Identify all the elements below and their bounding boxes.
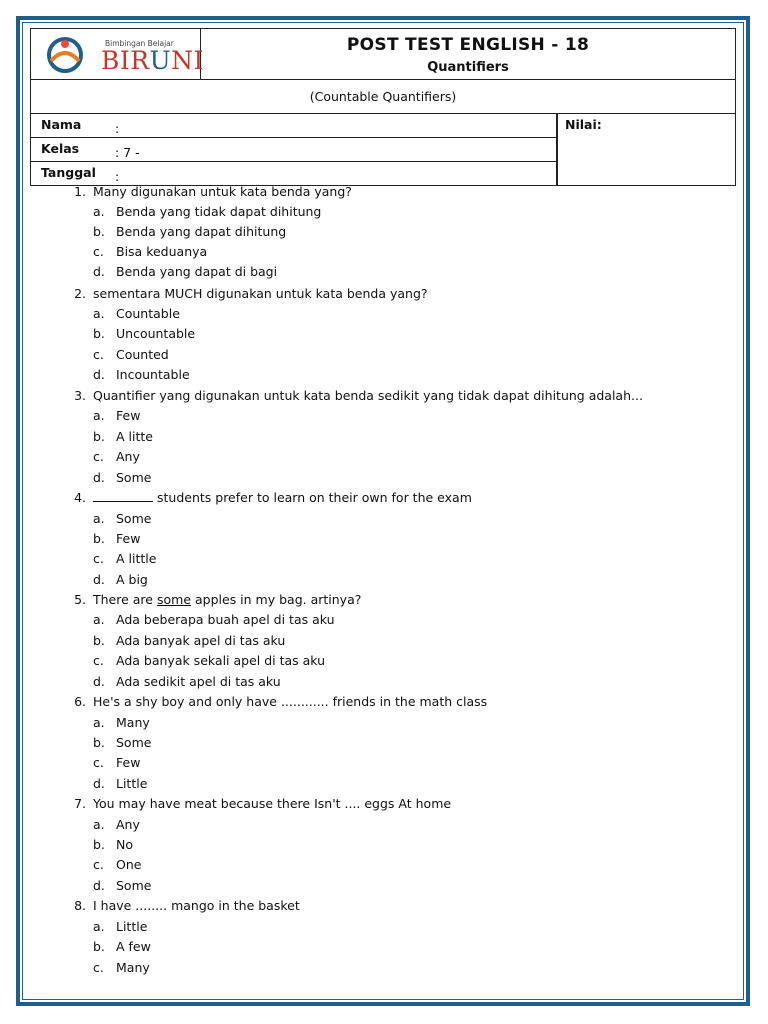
question-text: sementara MUCH digunakan untuk kata benda yang? <box>93 286 428 301</box>
page-title: POST TEST ENGLISH - 18 <box>346 35 590 55</box>
option-text: Few <box>116 531 141 546</box>
option-text: Benda yang dapat dihitung <box>116 224 287 239</box>
logo-brand: BIRUNI <box>101 46 204 75</box>
question-number: 7. <box>74 796 86 811</box>
option-text: Ada banyak sekali apel di tas aku <box>116 653 326 668</box>
option-text: A few <box>116 939 151 954</box>
option-text: One <box>116 857 142 872</box>
option-text: Bisa keduanya <box>116 244 208 259</box>
option-letter: a. <box>93 408 105 423</box>
question-number: 1. <box>74 184 86 199</box>
nilai-label: Nilai: <box>565 117 602 132</box>
option-letter: a. <box>93 715 105 730</box>
logo-tagline: Bimbingan Belajar <box>105 39 174 48</box>
nama-label: Nama <box>41 117 82 132</box>
option-text: Incountable <box>116 367 190 382</box>
nama-field[interactable]: : <box>115 121 120 136</box>
option-letter: b. <box>93 633 105 648</box>
option-text: Some <box>116 470 152 485</box>
option-letter: a. <box>93 511 105 526</box>
option-letter: b. <box>93 735 105 750</box>
option-letter: b. <box>93 224 105 239</box>
option-text: Benda yang tidak dapat dihitung <box>116 204 322 219</box>
question-text: You may have meat because there Isn't .... eggs At home <box>93 796 452 811</box>
section-heading: (Countable Quantifiers) <box>30 80 736 114</box>
option-text: Ada sedikit apel di tas aku <box>116 674 281 689</box>
question-number: 6. <box>74 694 86 709</box>
option-text: Little <box>116 776 148 791</box>
option-letter: a. <box>93 612 105 627</box>
biruni-logo-icon <box>45 35 85 75</box>
option-text: Few <box>116 755 141 770</box>
option-text: A litte <box>116 429 153 444</box>
option-letter: b. <box>93 429 105 444</box>
option-text: Many <box>116 960 150 975</box>
option-letter: d. <box>93 470 105 485</box>
question-text: I have ........ mango in the basket <box>93 898 300 913</box>
option-text: Many <box>116 715 150 730</box>
kelas-field[interactable]: : 7 - <box>115 145 140 160</box>
kelas-label: Kelas <box>41 141 80 156</box>
option-text: Ada banyak apel di tas aku <box>116 633 286 648</box>
option-letter: d. <box>93 264 105 279</box>
option-letter: a. <box>93 919 105 934</box>
nilai-box <box>557 114 736 186</box>
option-letter: c. <box>93 857 104 872</box>
logo <box>31 29 204 79</box>
option-letter: c. <box>93 347 104 362</box>
option-letter: b. <box>93 939 105 954</box>
tanggal-label: Tanggal <box>41 165 96 180</box>
question-number: 4. <box>74 490 86 505</box>
option-letter: a. <box>93 204 105 219</box>
question-number: 5. <box>74 592 86 607</box>
option-letter: a. <box>93 306 105 321</box>
question-text: Many digunakan untuk kata benda yang? <box>93 184 352 199</box>
option-text: Some <box>116 735 152 750</box>
question-text: There are some apples in my bag. artinya? <box>93 592 362 607</box>
option-letter: a. <box>93 817 105 832</box>
nama-row <box>30 114 557 138</box>
option-text: Few <box>116 408 141 423</box>
option-letter: c. <box>93 960 104 975</box>
option-text: A little <box>116 551 157 566</box>
option-letter: b. <box>93 531 105 546</box>
tanggal-row <box>30 162 557 186</box>
option-text: No <box>116 837 133 852</box>
option-letter: d. <box>93 572 105 587</box>
option-text: Ada beberapa buah apel di tas aku <box>116 612 335 627</box>
option-text: A big <box>116 572 148 587</box>
option-letter: c. <box>93 551 104 566</box>
header-box <box>30 28 736 80</box>
option-letter: b. <box>93 837 105 852</box>
option-letter: d. <box>93 776 105 791</box>
kelas-row <box>30 138 557 162</box>
question-text: Quantifier yang digunakan untuk kata benda sedikit yang tidak dapat dihitung adalah... <box>93 388 643 403</box>
option-text: Countable <box>116 306 180 321</box>
option-letter: d. <box>93 367 105 382</box>
option-text: Benda yang dapat di bagi <box>116 264 278 279</box>
option-letter: c. <box>93 653 104 668</box>
question-text: students prefer to learn on their own for the exam <box>93 490 472 506</box>
option-letter: b. <box>93 326 105 341</box>
option-letter: d. <box>93 878 105 893</box>
question-number: 2. <box>74 286 86 301</box>
tanggal-field[interactable]: : <box>115 169 120 184</box>
page-subtitle: Quantifiers <box>427 60 509 75</box>
question-number: 8. <box>74 898 86 913</box>
underlined-word: some <box>156 592 192 607</box>
option-text: Little <box>116 919 148 934</box>
option-letter: c. <box>93 449 104 464</box>
question-text: He's a shy boy and only have ............ friends in the math class <box>93 694 488 709</box>
question-number: 3. <box>74 388 86 403</box>
student-info <box>30 114 557 186</box>
option-text: Counted <box>116 347 169 362</box>
answer-blank[interactable] <box>93 490 153 502</box>
option-text: Any <box>116 817 140 832</box>
option-letter: c. <box>93 755 104 770</box>
option-letter: d. <box>93 674 105 689</box>
option-text: Some <box>116 511 152 526</box>
option-text: Any <box>116 449 140 464</box>
option-letter: c. <box>93 244 104 259</box>
option-text: Uncountable <box>116 326 196 341</box>
option-text: Some <box>116 878 152 893</box>
